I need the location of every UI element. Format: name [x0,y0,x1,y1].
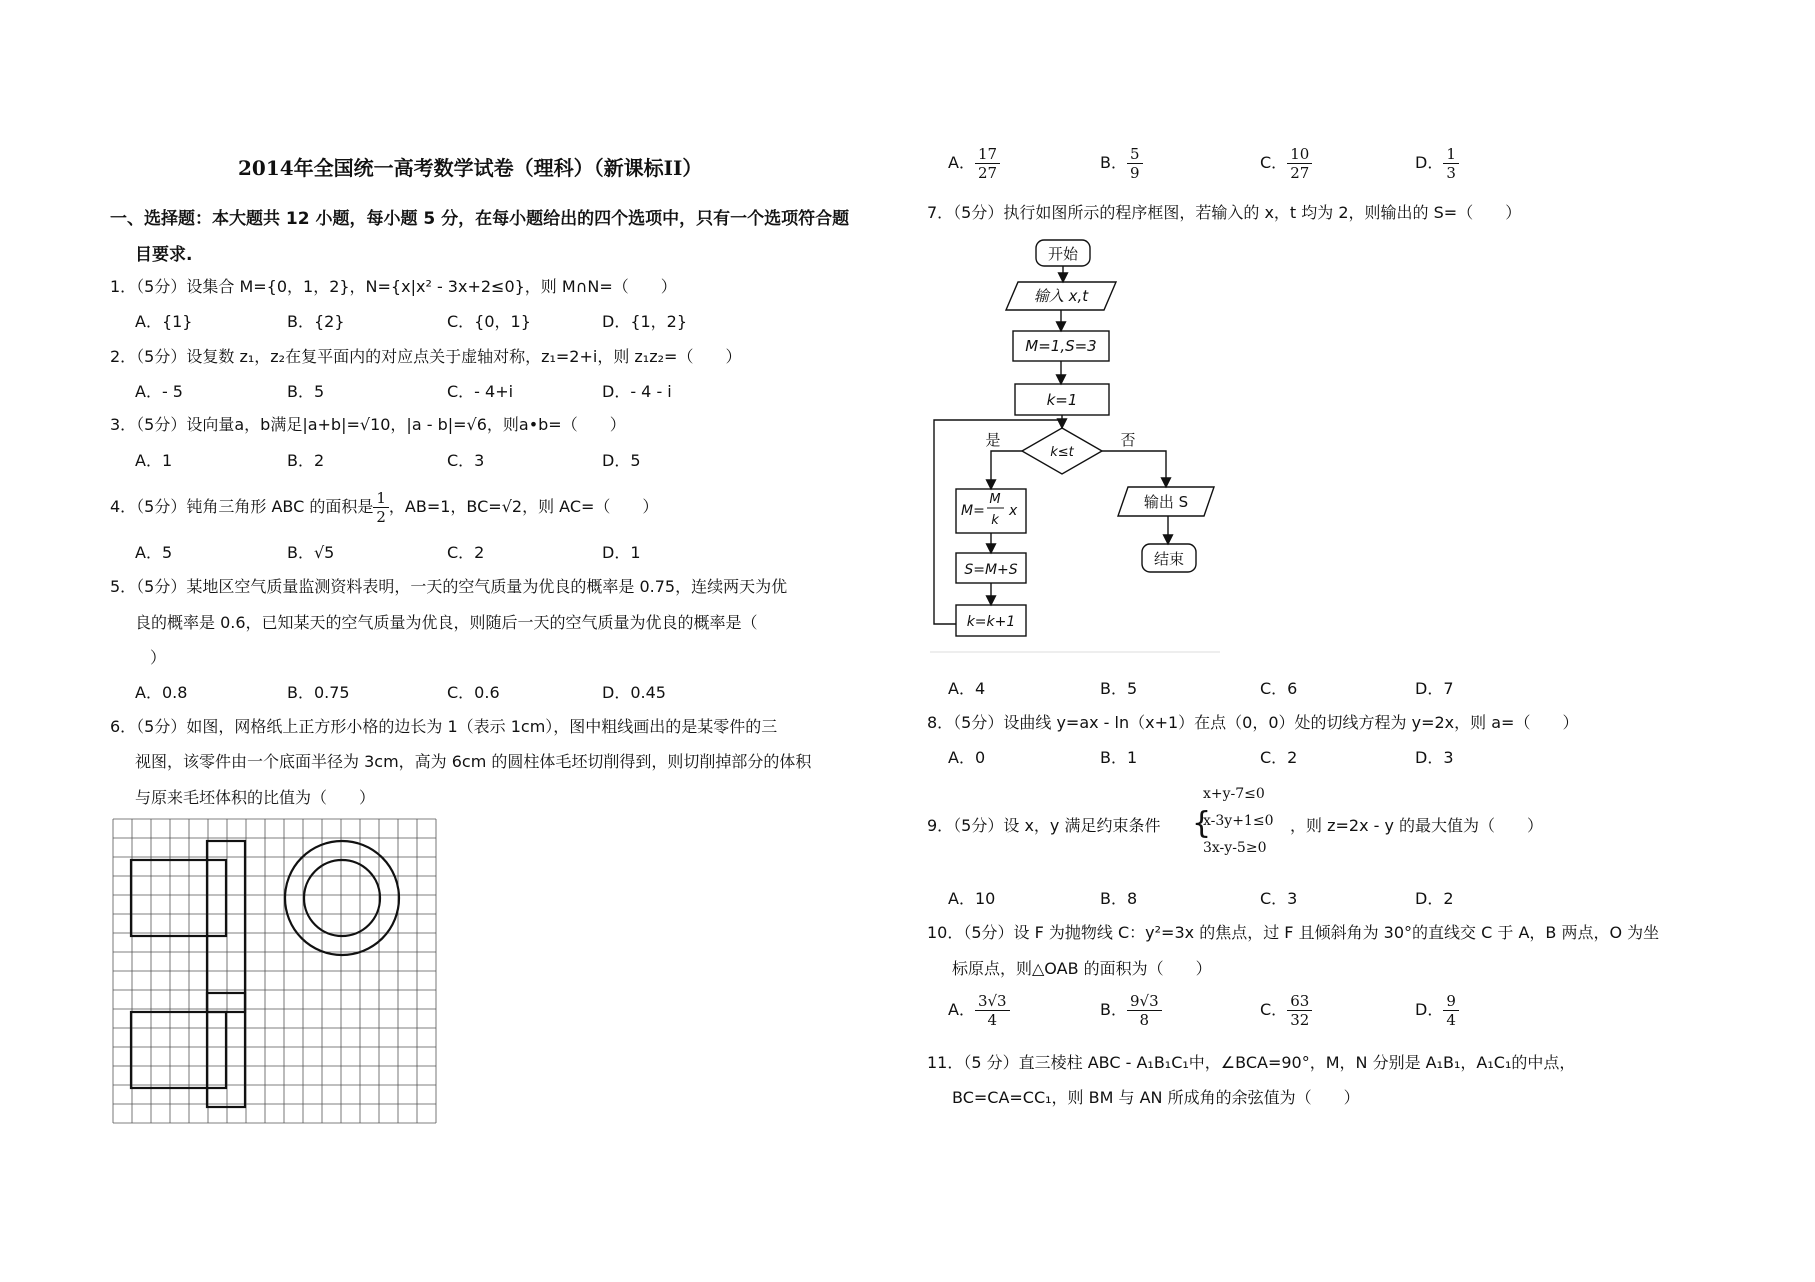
question-2-option-d: D．- 4 - i [602,382,672,401]
side-view-body [131,1012,226,1088]
question-6-option-d: D． $\frac{1}{3}$ [1415,145,1459,182]
question-8-option-d: D．3 [1415,748,1454,767]
question-7-option-c: C．6 [1260,679,1298,698]
question-2-option-b: B．5 [287,382,325,401]
flow-m-prefix: M= [961,503,985,519]
question-6-option-a: A． $\frac{17}{27}$ [948,145,1000,182]
page-title: 2014年全国统一高考数学试卷（理科）（新课标II） [238,156,703,180]
question-8-option-c: C．2 [1260,748,1298,767]
question-2-stem: 2．（5分）设复数 z₁，z₂在复平面内的对应点关于虚轴对称，z₁=2+i，则 z₁z₂=（ ） [110,347,742,366]
question-1-option-a: A．{1} [135,312,193,331]
question-2-option-a: A．- 5 [135,382,183,401]
question-9-option-a: A．10 [948,889,996,908]
question-8-option-a: A．0 [948,748,986,767]
question-10-option-a: A． $\frac{3√3}{4}$ [948,992,1010,1029]
question-1-option-c: C．{0，1} [447,312,531,331]
question-6-line3: 与原来毛坯体积的比值为（ ） [135,788,376,807]
flow-m-numerator: M [989,492,1001,507]
question-7-option-a: A．4 [948,679,986,698]
program-flowchart [920,232,1240,657]
question-7-option-b: B．5 [1100,679,1138,698]
question-9-option-d: D．2 [1415,889,1454,908]
question-2-option-c: C．- 4+i [447,382,514,401]
question-9-brace: { [1192,806,1212,841]
flow-s-label: S=M+S [964,562,1018,578]
question-10-option-d: D． $\frac{9}{4}$ [1415,992,1459,1029]
question-5-line1: 5．（5分）某地区空气质量监测资料表明，一天的空气质量为优良的概率是 0.75，连续两天为优 [110,577,788,596]
question-5-line3: ） [150,648,167,667]
question-3-stem: 3．（5分）设向量a，b满足|a+b|=√10，|a - b|=√6，则a•b=（ ） [110,415,626,434]
question-4-stem-b: ，AB=1，BC=√2，则 AC=（ ） [388,497,659,516]
question-10-line1: 10．（5分）设 F 为抛物线 C：y²=3x 的焦点，过 F 且倾斜角为 30°的直线交 C 于 A，B 两点，O 为坐 [927,923,1660,942]
flow-condition-label: k≤t [1050,445,1074,460]
question-8-stem: 8．（5分）设曲线 y=ax - ln（x+1）在点（0，0）处的切线方程为 y=2x，则 a=（ ） [927,713,1579,732]
question-4-option-b: B．√5 [287,543,335,562]
question-5-line2: 良的概率是 0.6，已知某天的空气质量为优良，则随后一天的空气质量为优良的概率是（ [135,613,758,632]
question-9-constraint-3: 3x-y-5≥0 [1203,840,1267,856]
three-view-grid-figure [112,818,442,1125]
question-9-stem-a: 9．（5分）设 x，y 满足约束条件 [927,816,1161,835]
question-5-option-c: C．0.6 [447,683,500,702]
question-4-option-c: C．2 [447,543,485,562]
question-9-option-c: C．3 [1260,889,1298,908]
question-9-constraint-2: x-3y+1≤0 [1203,813,1274,829]
question-3-option-c: C．3 [447,451,485,470]
question-9-option-b: B．8 [1100,889,1138,908]
question-3-option-b: B．2 [287,451,325,470]
question-6-line2: 视图，该零件由一个底面半径为 3cm，高为 6cm 的圆柱体毛坯切削得到，则切削掉部分的体积 [135,752,812,771]
question-8-option-b: B．1 [1100,748,1138,767]
flow-yes-label: 是 [985,431,1001,449]
question-9-constraint-1: x+y-7≤0 [1203,786,1265,802]
flow-inc-label: k=k+1 [966,614,1016,630]
question-5-option-b: B．0.75 [287,683,350,702]
question-6-option-c: C． $\frac{10}{27}$ [1260,145,1312,182]
question-5-option-d: D．0.45 [602,683,666,702]
question-6-option-b: B． $\frac{5}{9}$ [1100,145,1143,182]
flow-start-label: 开始 [1047,245,1079,263]
question-11-line1: 11．（5 分）直三棱柱 ABC - A₁B₁C₁中，∠BCA=90°，M，N 分别是 A₁B₁，A₁C₁的中点， [927,1053,1576,1072]
question-10-line2: 标原点，则△OAB 的面积为（ ） [952,959,1212,978]
question-3-option-d: D．5 [602,451,641,470]
question-4-fraction: $\frac{1}{2}$ [373,489,389,526]
section-heading-line1: 一、选择题：本大题共 12 小题，每小题 5 分，在每小题给出的四个选项中，只有一个选项符合题 [110,209,850,229]
question-1-option-b: B．{2} [287,312,345,331]
question-4-stem-a: 4．（5分）钝角三角形 ABC 的面积是 [110,497,374,516]
question-1-option-d: D．{1，2} [602,312,688,331]
front-view-body [131,860,226,936]
top-view-inner-circle [304,860,380,936]
question-4-option-d: D．1 [602,543,641,562]
top-view-outer-circle [285,841,399,955]
question-10-option-b: B． $\frac{9√3}{8}$ [1100,992,1162,1029]
flow-end-label: 结束 [1153,550,1185,568]
flow-init-label: M=1,S=3 [1025,337,1097,355]
question-10-option-c: C． $\frac{63}{32}$ [1260,992,1312,1029]
section-heading-line2: 目要求. [135,245,193,265]
question-11-line2: BC=CA=CC₁，则 BM 与 AN 所成角的余弦值为（ ） [952,1088,1360,1107]
question-6-line1: 6．（5分）如图，网格纸上正方形小格的边长为 1（表示 1cm），图中粗线画出的是某零件的三 [110,717,778,736]
question-4-option-a: A．5 [135,543,173,562]
flow-output-label: 输出 S [1143,493,1189,511]
question-3-option-a: A．1 [135,451,173,470]
question-1-stem: 1．（5分）设集合 M={0，1，2}，N={x|x² - 3x+2≤0}，则 M∩N=（ ） [110,277,677,296]
question-5-option-a: A．0.8 [135,683,188,702]
question-4-stem [110,489,658,526]
flow-no-label: 否 [1120,431,1136,449]
question-7-option-d: D．7 [1415,679,1454,698]
flow-m-suffix: x [1009,503,1018,519]
flow-input-label: 输入 x,t [1033,287,1089,305]
flow-m-denominator: k [991,513,999,528]
question-7-stem: 7．（5分）执行如图所示的程序框图，若输入的 x，t 均为 2，则输出的 S=（ ） [927,203,1522,222]
question-9-stem-b: ，则 z=2x - y 的最大值为（ ） [1290,816,1544,835]
flow-k1-label: k=1 [1046,391,1078,409]
